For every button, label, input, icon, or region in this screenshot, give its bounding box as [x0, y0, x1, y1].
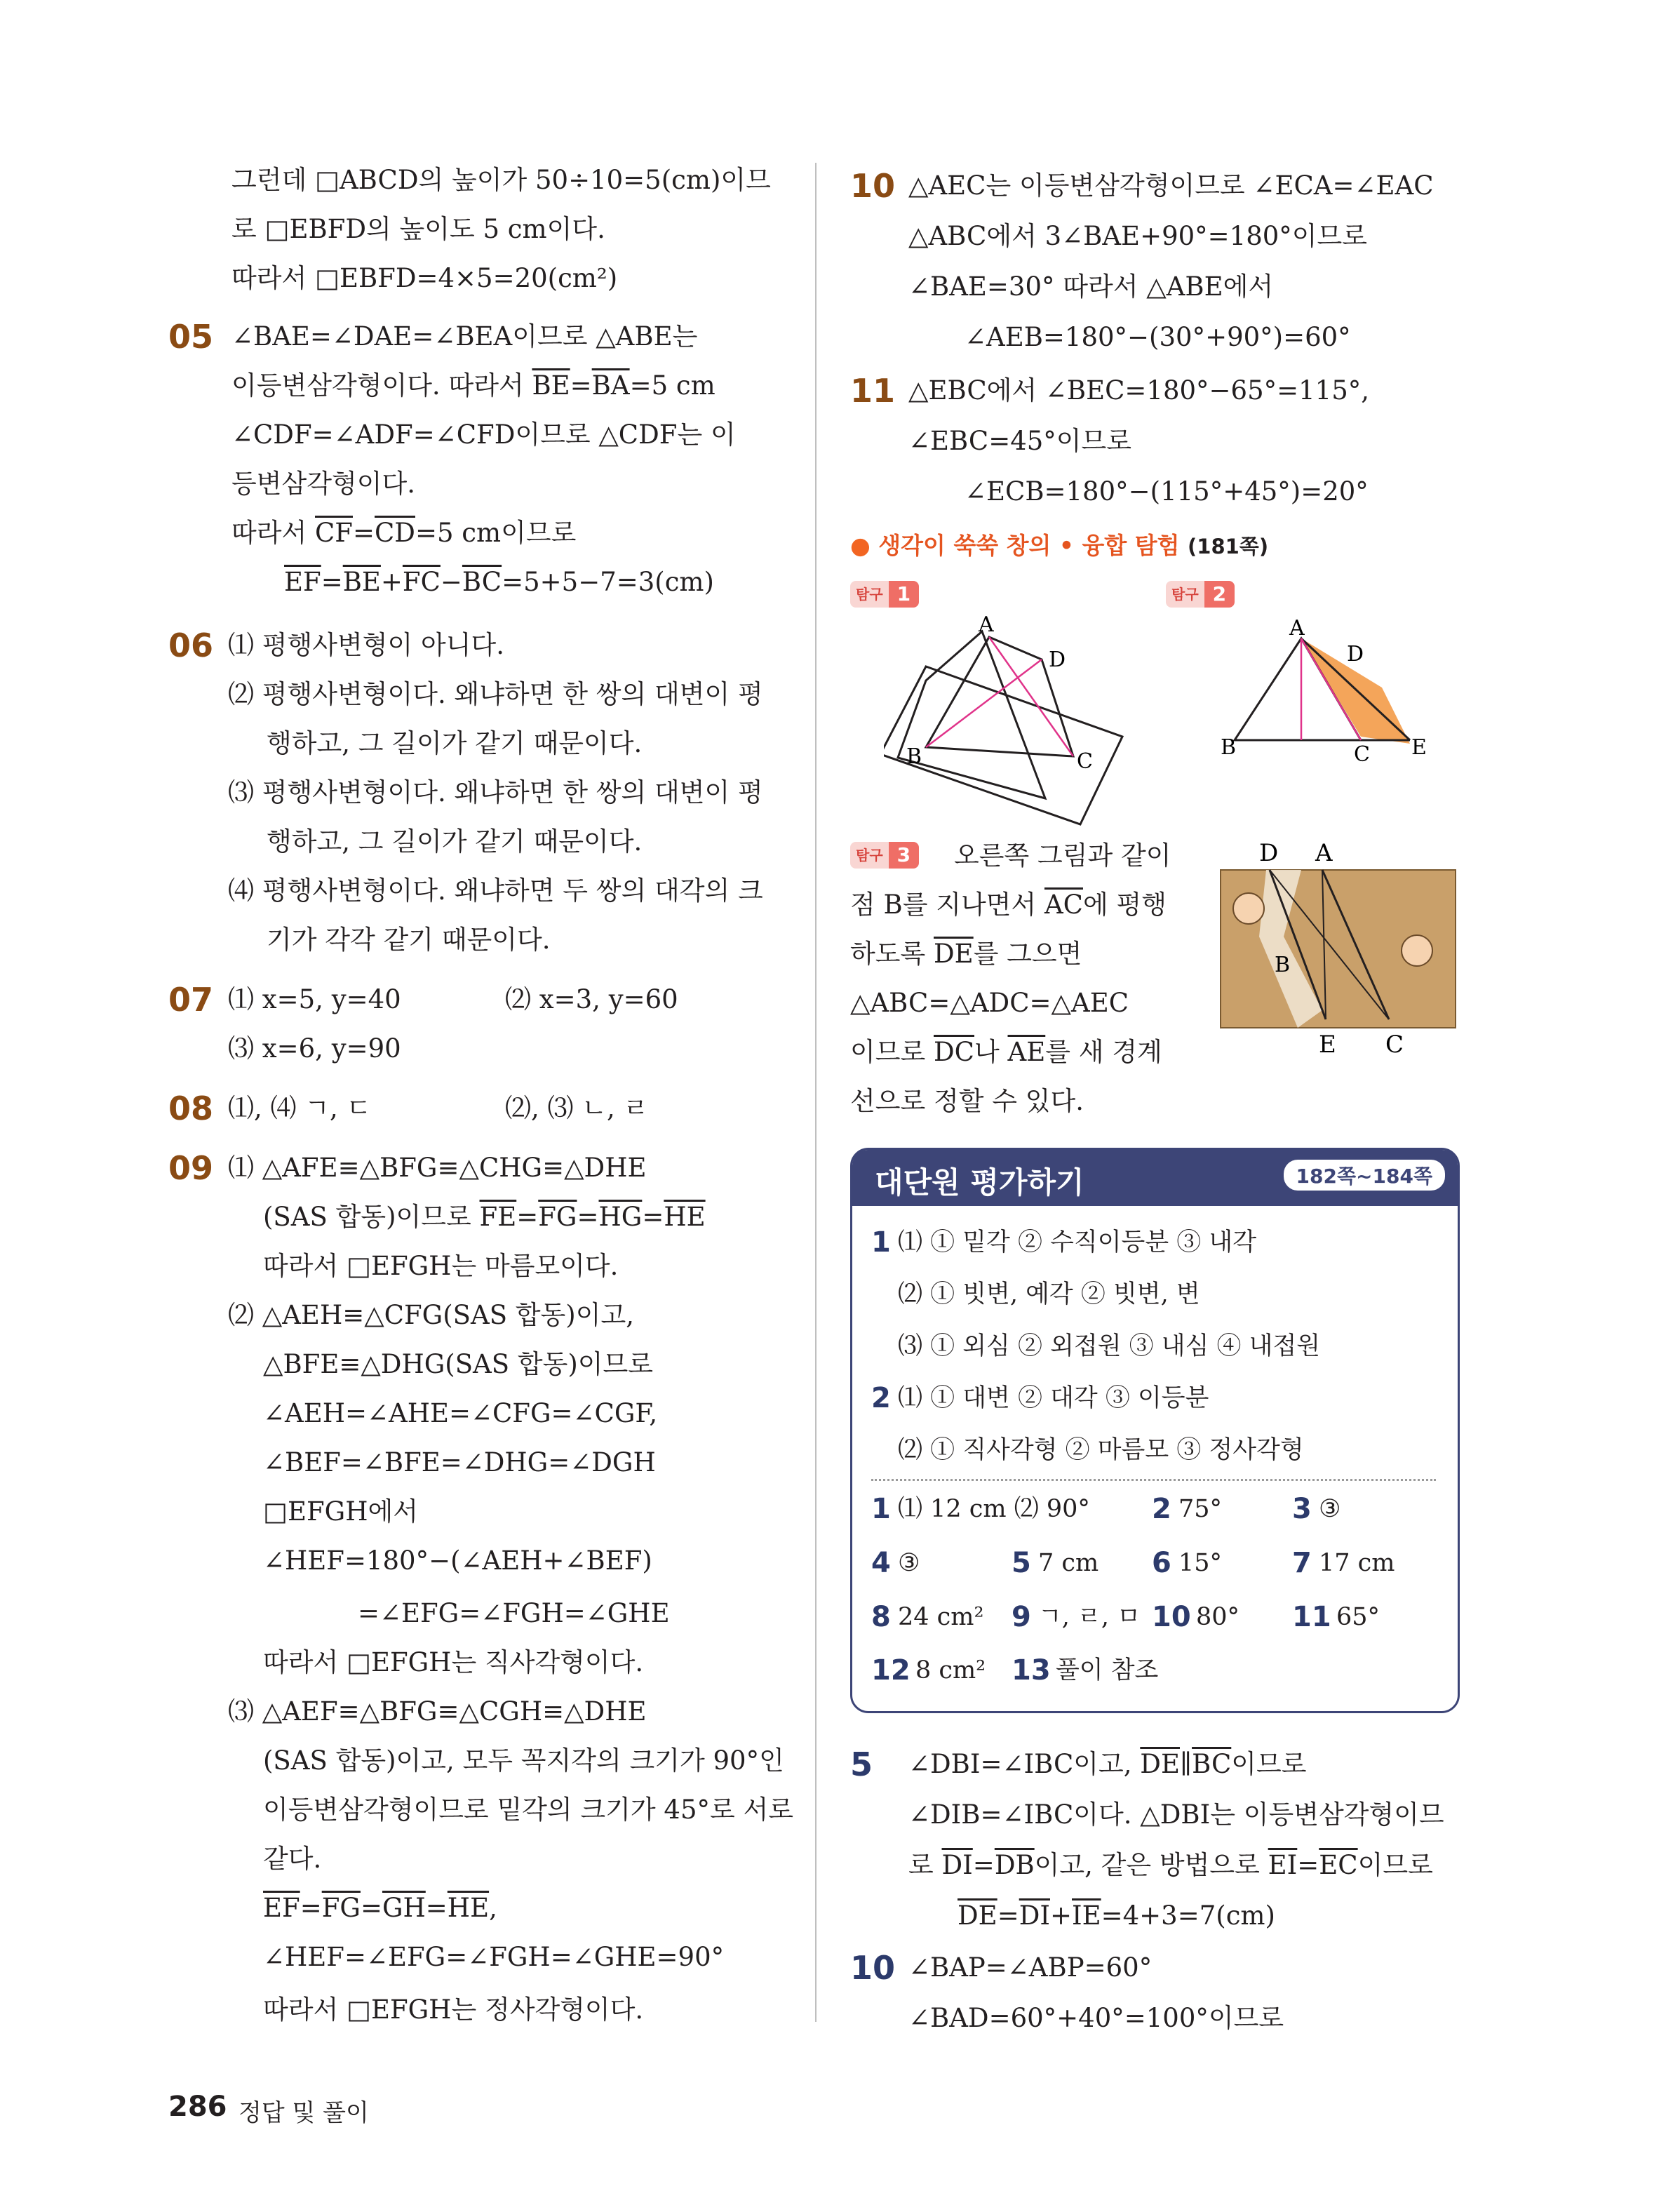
- unit-review-header: [852, 1150, 1458, 1206]
- text-line: 로 □EBFD의 높이도 5 cm이다.: [231, 214, 605, 244]
- label-d: D: [1049, 648, 1066, 672]
- answer-value: 15°: [1178, 1549, 1223, 1577]
- text-line: 같다.: [263, 1844, 322, 1874]
- text-line: =∠EFG=∠FGH=∠GHE: [358, 1598, 670, 1628]
- problem-number: 08: [168, 1090, 214, 1127]
- explore-tag-3: 탐구 3: [850, 842, 919, 869]
- dotted-divider: [871, 1479, 1436, 1481]
- text-line: 점 B를 지나면서 $\overline{AC}$에 평행: [850, 890, 1167, 920]
- answer-value: 17 cm: [1319, 1549, 1395, 1577]
- text-line: ⑶ 평행사변형이다. 왜냐하면 한 쌍의 대변이 평: [228, 777, 763, 807]
- text-line: ⑵ x=3, y=60: [505, 984, 678, 1014]
- text-line: ∠DIB=∠IBC이다. △DBI는 이등변삼각형이므: [908, 1799, 1444, 1830]
- label-e: E: [1411, 735, 1427, 760]
- text-line: 등변삼각형이다.: [231, 469, 415, 499]
- answer-number: 1: [871, 1493, 891, 1525]
- problem-number: 10: [850, 167, 896, 205]
- unit-review-pages: 182쪽~184쪽: [1284, 1160, 1445, 1191]
- figure-explore-2: [1221, 610, 1445, 779]
- figure-explore-3: [1217, 838, 1463, 1070]
- answer-number: 6: [1152, 1547, 1171, 1579]
- answer-number: 4: [871, 1547, 891, 1579]
- person-left-icon: [1233, 893, 1264, 924]
- review-line: ⑴ ① 대변 ② 대각 ③ 이등분: [898, 1384, 1209, 1412]
- text-line: 로 $\overline{DI}=\overline{DB}$이고, 같은 방법으로 $\overline{EI}=\overline{EC}$이므로: [908, 1850, 1433, 1880]
- text-line: 따라서 □EFGH는 직사각형이다.: [263, 1647, 644, 1677]
- text-line: △EBC에서 ∠BEC=180°−65°=115°,: [908, 375, 1369, 405]
- text-line: 선으로 정할 수 있다.: [850, 1086, 1084, 1116]
- label-a: A: [979, 612, 994, 637]
- label-d: D: [1259, 839, 1279, 867]
- text-line: (SAS 합동)이고, 모두 꼭지각의 크기가 90°인: [263, 1745, 784, 1776]
- text-line: 따라서 □EFGH는 마름모이다.: [263, 1251, 619, 1281]
- text-line: ∠BAD=60°+40°=100°이므로: [908, 2003, 1284, 2033]
- text-line: 그런데 □ABCD의 높이가 50÷10=5(cm)이므: [231, 165, 771, 195]
- footer-label: 정답 및 풀이: [238, 2099, 369, 2127]
- problem-number: 09: [168, 1149, 214, 1187]
- text-line: 기가 각각 같기 때문이다.: [267, 925, 551, 955]
- review-line: ⑶ ① 외심 ② 외접원 ③ 내심 ④ 내접원: [898, 1332, 1321, 1360]
- review-number: 1: [871, 1226, 891, 1259]
- text-line: △AEC는 이등변삼각형이므로 ∠ECA=∠EAC: [908, 170, 1434, 201]
- text-line: ⑶ △AEF≡△BFG≡△CGH≡△DHE: [228, 1696, 647, 1727]
- text-line: □EFGH에서: [263, 1496, 418, 1527]
- answer-number: 7: [1292, 1547, 1312, 1579]
- text-line: ∠AEB=180°−(30°+90°)=60°: [965, 322, 1351, 352]
- answer-number: 3: [1292, 1493, 1312, 1525]
- text-line: ⑵, ⑶ ㄴ, ㄹ: [505, 1093, 649, 1123]
- label-b: B: [1221, 735, 1237, 760]
- problem-number: 07: [168, 981, 214, 1019]
- text-line: 하도록 $\overline{DE}$를 그으면: [850, 939, 1082, 969]
- answer-number: 10: [1152, 1601, 1191, 1633]
- answer-value: 풀이 참조: [1056, 1656, 1159, 1684]
- outer-square: [898, 631, 1045, 798]
- text-line: ⑵ 평행사변형이다. 왜냐하면 한 쌍의 대변이 평: [228, 679, 763, 709]
- answer-value: 65°: [1336, 1603, 1380, 1631]
- text-line: 오른쪽 그림과 같이: [954, 840, 1171, 871]
- text-line: ⑴ 평행사변형이 아니다.: [228, 630, 504, 660]
- text-line: $\overline{DE}=\overline{DI}+\overline{IE}=4+3=7(cm)$: [958, 1901, 1275, 1931]
- answer-number: 13: [1012, 1654, 1051, 1687]
- explore-heading: ● 생각이 쑥쑥 창의 • 융합 탐험 (181쪽): [850, 532, 1269, 559]
- text-line: ∠HEF=∠EFG=∠FGH=∠GHE=90°: [263, 1942, 725, 1972]
- text-line: △ABC에서 3∠BAE+90°=180°이므로: [908, 221, 1368, 251]
- answer-number: 5: [1012, 1547, 1031, 1579]
- answer-value: 24 cm²: [898, 1603, 984, 1631]
- label-b: B: [906, 744, 922, 769]
- review-line: ⑴ ① 밑각 ② 수직이등분 ③ 내각: [898, 1228, 1257, 1256]
- problem-number: 11: [850, 372, 896, 410]
- answer-value: ⑴ 12 cm ⑵ 90°: [898, 1495, 1090, 1523]
- label-c: C: [1385, 1031, 1404, 1059]
- text-line: ∠BAE=30° 따라서 △ABE에서: [908, 272, 1274, 302]
- text-line: ∠HEF=180°−(∠AEH+∠BEF): [263, 1546, 652, 1576]
- problem-number: 05: [168, 318, 214, 356]
- explore-tag-2: 탐구 2: [1166, 581, 1235, 608]
- label-e: E: [1319, 1031, 1336, 1059]
- person-right-icon: [1402, 935, 1432, 966]
- answer-value: 80°: [1196, 1603, 1240, 1631]
- text-line: ∠EBC=45°이므로: [908, 426, 1132, 456]
- text-line: 따라서 □EBFD=4×5=20(cm²): [231, 263, 618, 293]
- answer-number: 9: [1012, 1601, 1031, 1633]
- text-line: 행하고, 그 길이가 같기 때문이다.: [267, 728, 643, 758]
- text-line: △ABC=△ADC=△AEC: [850, 988, 1129, 1018]
- text-line: ⑶ x=6, y=90: [228, 1033, 401, 1064]
- text-line: 따라서 $\overline{CF}=\overline{CD}=5$ cm이므로: [231, 518, 577, 548]
- text-line: ∠BAE=∠DAE=∠BEA이므로 △ABE는: [231, 321, 698, 351]
- text-line: ∠ECB=180°−(115°+45°)=20°: [965, 476, 1369, 507]
- label-a: A: [1289, 616, 1305, 641]
- label-b: B: [1275, 953, 1291, 977]
- text-line: ⑴, ⑷ ㄱ, ㄷ: [228, 1093, 372, 1123]
- text-line: ∠AEH=∠AHE=∠CFG=∠CGF,: [263, 1398, 658, 1428]
- text-line: ⑴ x=5, y=40: [228, 984, 401, 1014]
- answer-value: ③: [1319, 1495, 1341, 1523]
- text-line: $\overline{EF}=\overline{BE}+\overline{FC}-\overline{BC}=5+5-7=3(cm)$: [284, 567, 714, 597]
- text-line: 행하고, 그 길이가 같기 때문이다.: [267, 826, 643, 857]
- text-line: 이므로 $\overline{DC}$나 $\overline{AE}$를 새 경계: [850, 1037, 1162, 1067]
- text-line: 따라서 □EFGH는 정사각형이다.: [263, 1995, 644, 2025]
- text-line: ∠BEF=∠BFE=∠DHG=∠DGH: [263, 1447, 656, 1477]
- text-line: ⑴ △AFE≡△BFG≡△CHG≡△DHE: [228, 1153, 647, 1183]
- answer-value: ㄱ, ㄹ, ㅁ: [1038, 1603, 1141, 1631]
- answer-number: 11: [1292, 1601, 1331, 1633]
- column-divider: [815, 163, 817, 2022]
- text-line: (SAS 합동)이므로 $\overline{FE}=\overline{FG}=\overline{HG}=\overline{HE}$: [263, 1202, 706, 1232]
- answer-number: 8: [871, 1601, 891, 1633]
- label-a: A: [1315, 839, 1333, 867]
- review-line: ⑵ ① 직사각형 ② 마름모 ③ 정사각형: [898, 1436, 1304, 1464]
- problem-number: 5: [850, 1745, 873, 1783]
- text-line: 이등변삼각형이다. 따라서 $\overline{BE}=\overline{BA}=5$ cm: [231, 370, 715, 401]
- answer-value: ③: [898, 1549, 920, 1577]
- text-line: $\overline{EF}=\overline{FG}=\overline{GH}=\overline{HE}$,: [263, 1893, 497, 1923]
- text-line: 이등변삼각형이므로 밑각의 크기가 45°로 서로: [263, 1795, 793, 1825]
- text-line: ∠DBI=∠IBC이고, $\overline{DE}\parallel\overline{BC}$이므로: [908, 1749, 1307, 1779]
- answer-value: 75°: [1178, 1495, 1223, 1523]
- problem-number: 10: [850, 1949, 896, 1987]
- text-line: ∠CDF=∠ADF=∠CFD이므로 △CDF는 이: [231, 420, 736, 450]
- figure-explore-1: [884, 610, 1150, 835]
- text-line: ⑵ △AEH≡△CFG(SAS 합동)이고,: [228, 1300, 634, 1330]
- explore-tag-1: 탐구 1: [850, 581, 919, 608]
- review-line: ⑵ ① 빗변, 예각 ② 빗변, 변: [898, 1280, 1200, 1308]
- text-line: △BFE≡△DHG(SAS 합동)이므로: [263, 1349, 654, 1379]
- label-c: C: [1354, 742, 1370, 767]
- answer-value: 8 cm²: [915, 1656, 986, 1684]
- unit-review-title: 대단원 평가하기: [875, 1165, 1084, 1200]
- answer-value: 7 cm: [1038, 1549, 1099, 1577]
- problem-number: 06: [168, 626, 214, 664]
- page-number: 286: [168, 2091, 227, 2123]
- label-c: C: [1077, 749, 1093, 774]
- text-line: ∠BAP=∠ABP=60°: [908, 1952, 1153, 1983]
- answer-number: 12: [871, 1654, 911, 1687]
- answer-number: 2: [1152, 1493, 1171, 1525]
- text-line: ⑷ 평행사변형이다. 왜냐하면 두 쌍의 대각의 크: [228, 876, 763, 906]
- review-number: 2: [871, 1382, 891, 1414]
- label-d: D: [1347, 642, 1364, 666]
